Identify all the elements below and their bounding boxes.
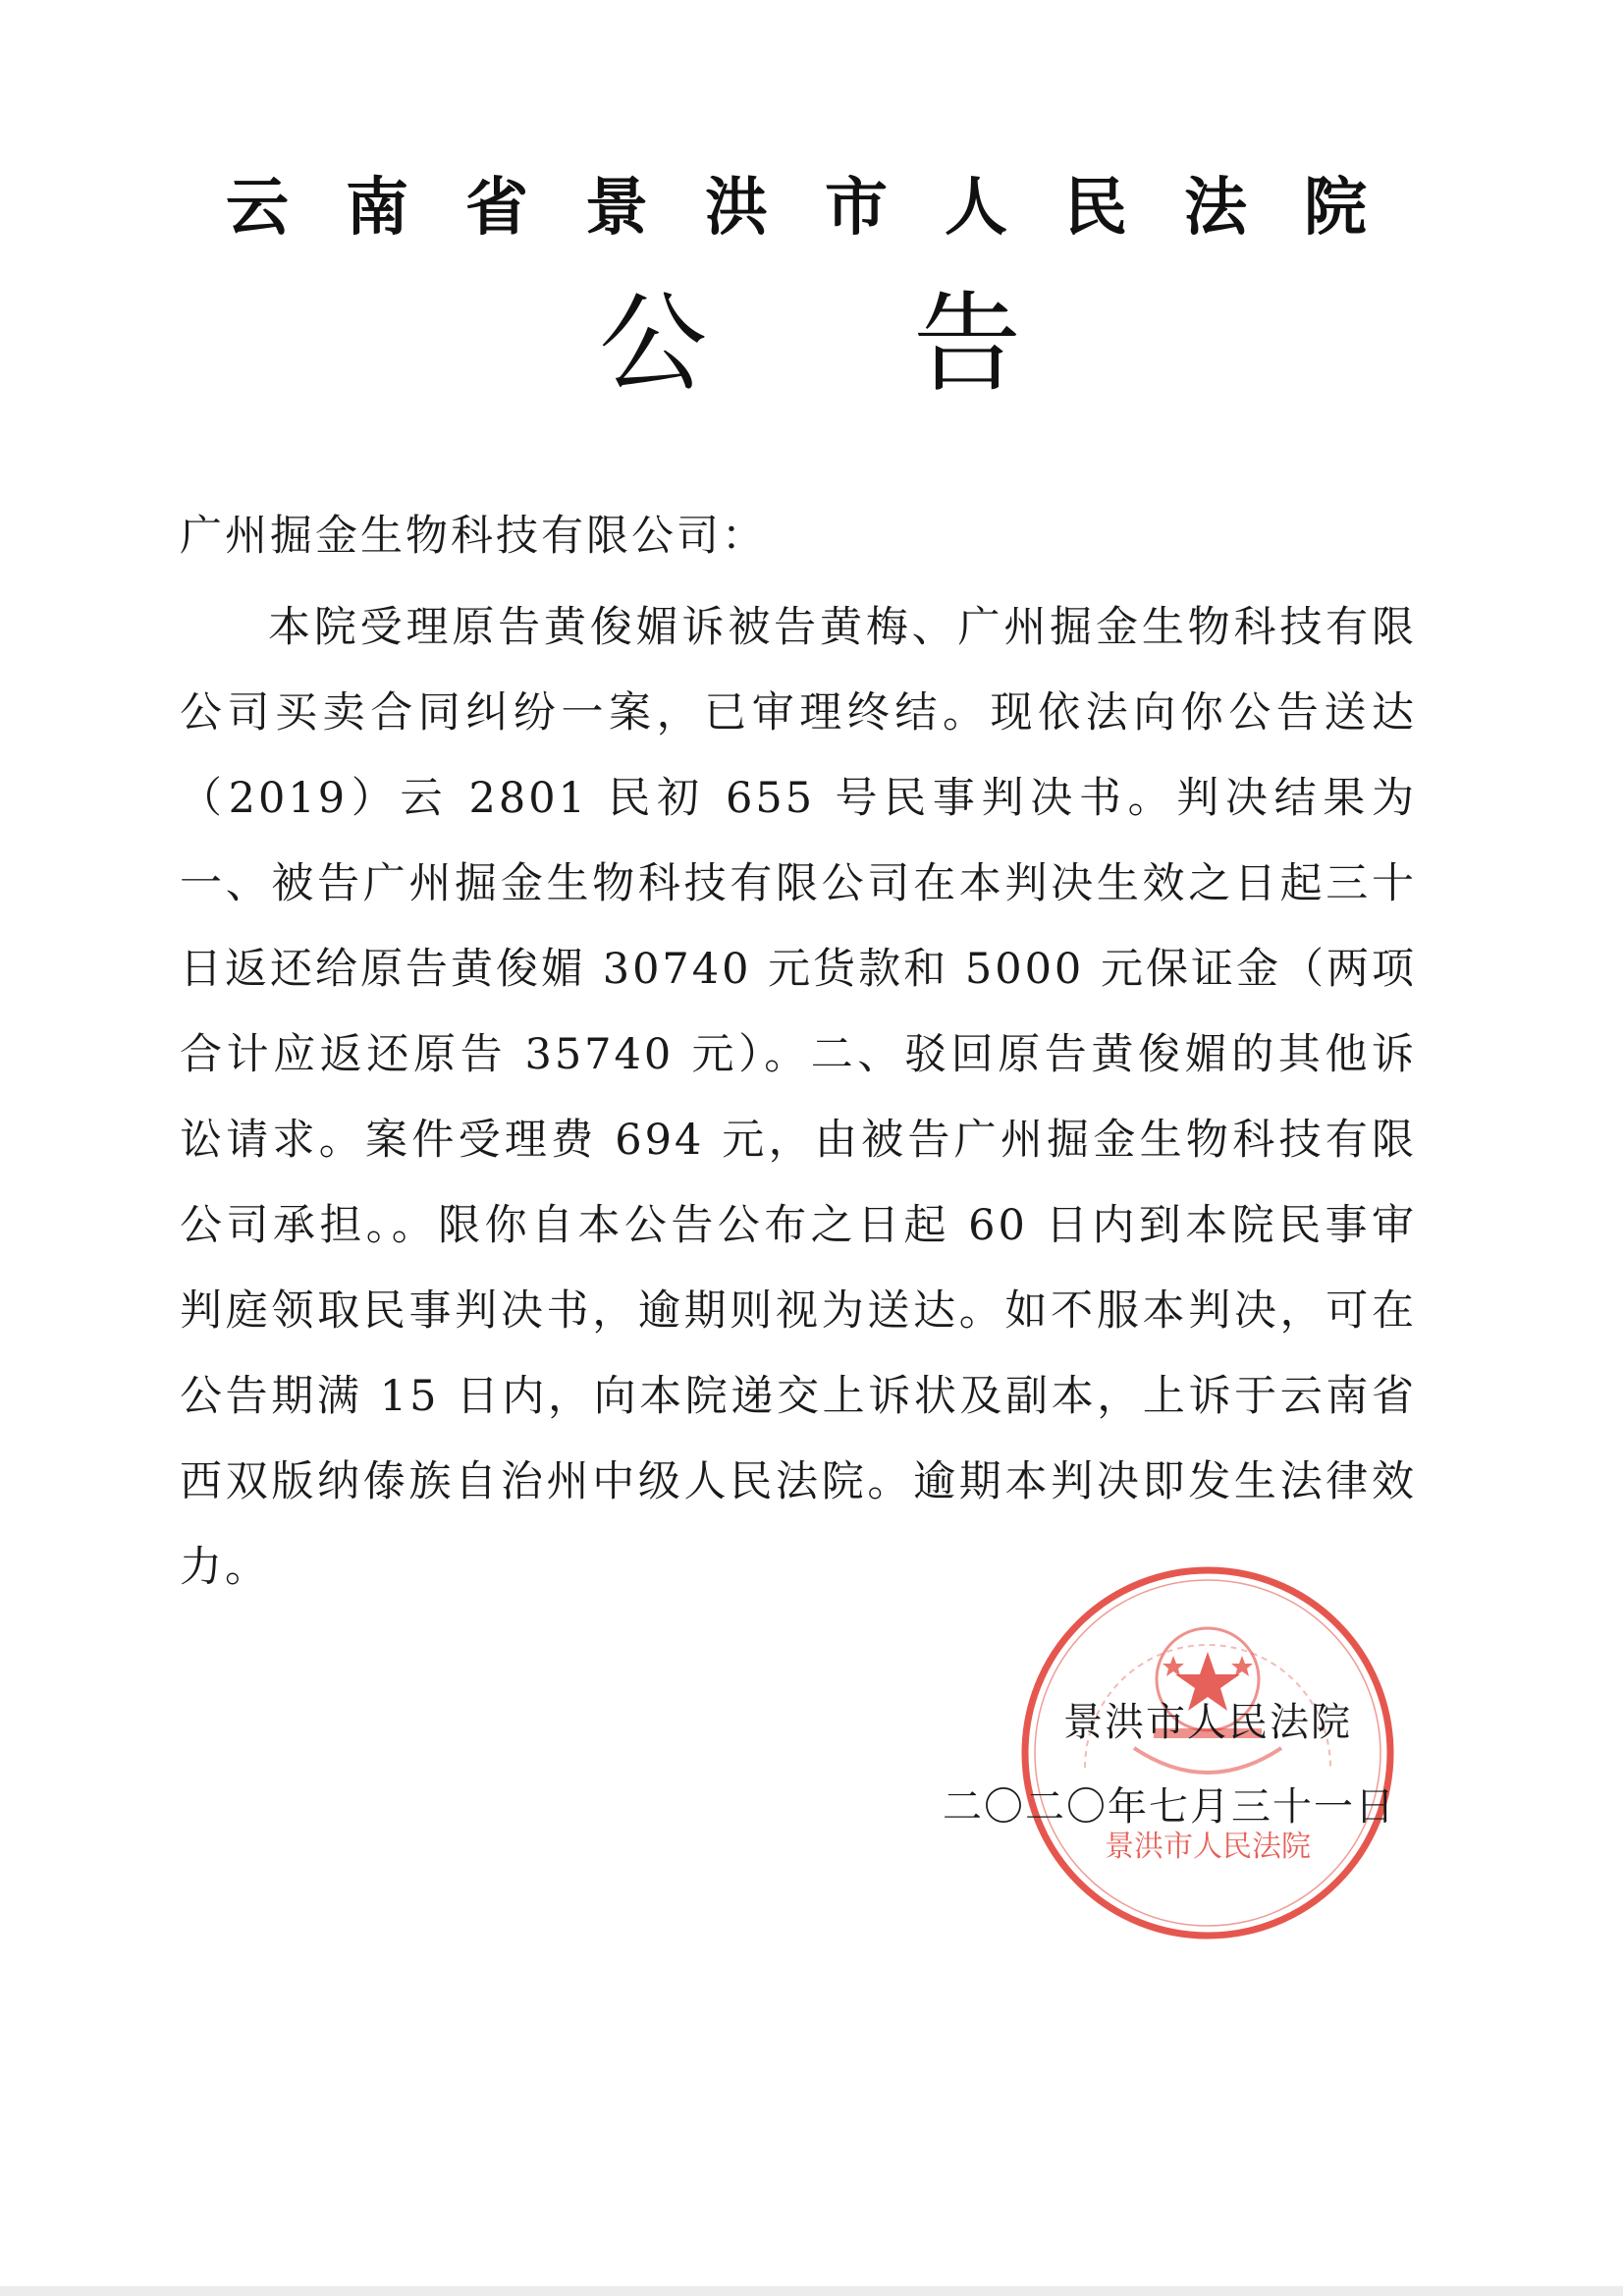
notice-body: 本院受理原告黄俊媚诉被告黄梅、广州掘金生物科技有限公司买卖合同纠纷一案，已审理终结。现依法向你公告送达（2019）云 2801 民初 655 号民事判决书。判决结果为一、被告广州掘金生物科技有限公司在本判决生效之日起三十日返还给原告黄俊媚 30740 元货款和 5000 元保证金（两项合计应返还原告 35740 元）。二、驳回原告黄俊媚的其他诉讼请求。案件受理费 694 元，由被告广州掘金生物科技有限公司承担。。限你自本公告公布之日起 60 日内到本院民事审判庭领取民事判决书，逾期则视为送达。如不服本判决，可在公告期满 15 日内，向本院递交上诉状及副本，上诉于云南省西双版纳傣族自治州中级人民法院。逾期本判决即发生法律效力。 [180, 603, 1417, 1592]
stamp-text: 景洪市人民法院 [1105, 1830, 1311, 1864]
court-seal-stamp [1016, 1561, 1399, 1944]
court-name-heading: 云南省景洪市人民法院 [226, 171, 1424, 245]
date: 二〇二〇年七月三十一日 [943, 1784, 1396, 1830]
addressee: 广州掘金生物科技有限公司： [180, 512, 767, 561]
scan-bottom-edge [0, 2286, 1623, 2296]
signature: 景洪市人民法院 [1063, 1700, 1352, 1745]
notice-title: 公告 [599, 281, 1227, 407]
